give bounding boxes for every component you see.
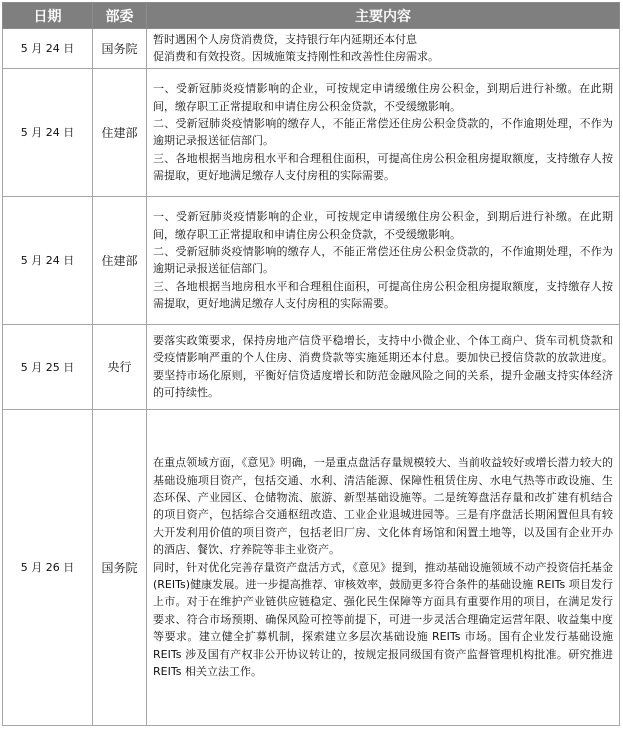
content-paragraph: 二、受新冠肺炎疫情影响的缴存人，不能正常偿还住房公积金贷款的，不作逾期处理，不作为逾期记录报送征信部门。 [153,116,613,148]
content-paragraph: 暂时遇困个人房贷消费贷，支持银行年内延期还本付息 [153,33,417,46]
date-cell: 5 月 25 日 [3,324,93,409]
policy-table [2,2,620,726]
dept-cell: 国务院 [93,29,147,69]
content-cell [147,409,620,725]
date-cell: 5 月 24 日 [3,68,93,196]
content-paragraph: 同时，针对优化完善存量资产盘活方式，《意见》提到，推动基础设施领域不动产投资信托基金(REITs)健康发展。进一步提高推荐、审核效率，鼓励更多符合条件的基础设施 REITs 项目发行上市。对于在维护产业链供应链稳定、强化民生保障等方面具有重要作用的项目，在满足发行要求、符合市场预期、确保风险可控等前提下，可进一步灵活合理确定运营年限、收益集中度等要求。建立健全扩募机制，探索建立多层次基础设施 REITs 市场。国有企业发行基础设施 REITs 涉及国有产权非公开协议转让的，按规定报同级国有资产监督管理机构批准。研究推进 REITs 相关立法工作。 [153,560,613,679]
table-row [3,68,620,196]
date-cell: 5 月 24 日 [3,196,93,324]
dept-cell: 国务院 [93,409,147,725]
content-cell [147,196,620,324]
content-paragraph: 三、各地根据当地房租水平和合理租住面积，可提高住房公积金租房提取额度，支持缴存人按需提取，更好地满足缴存人支付房租的实际需要。 [153,279,613,311]
content-paragraph: 在重点领域方面，《意见》明确，一是重点盘活存量规模较大、当前收益较好或增长潜力较大的基础设施项目资产，包括交通、水利、清洁能源、保障性租赁住房、水电气热等市政设施、生态环保、产业园区、仓储物流、旅游、新型基础设施等。二是统筹盘活存量和改扩建有机结合的项目资产，包括综合交通枢纽改造、工业企业退城进园等。三是有序盘活长期闲置但具有较大开发利用价值的项目资产，包括老旧厂房、文化体育场馆和闲置土地等，以及国有企业开办的酒店、餐饮、疗养院等非主业资产。 [153,456,613,557]
header-dept: 部委 [93,3,147,29]
date-cell: 5 月 26 日 [3,409,93,725]
header-row [3,3,620,29]
content-paragraph: 促消费和有效投资。因城施策支持刚性和改善性住房需求。 [153,50,439,64]
date-cell: 5 月 24 日 [3,29,93,69]
header-date: 日期 [3,3,93,29]
content-paragraph: 三、各地根据当地房租水平和合理租住面积，可提高住房公积金租房提取额度，支持缴存人按需提取，更好地满足缴存人支付房租的实际需要。 [153,151,613,183]
dept-cell: 央行 [93,324,147,409]
header-content: 主要内容 [147,3,620,29]
table-row [3,196,620,324]
dept-cell: 住建部 [93,68,147,196]
content-cell [147,29,620,69]
content-paragraph: 一、受新冠肺炎疫情影响的企业，可按规定申请缓缴住房公积金，到期后进行补缴。在此期间，缴存职工正常提取和申请住房公积金贷款，不受缓缴影响。 [153,210,613,241]
dept-cell: 住建部 [93,196,147,324]
content-paragraph: 二、受新冠肺炎疫情影响的缴存人，不能正常偿还住房公积金贷款的，不作逾期处理，不作为逾期记录报送征信部门。 [153,244,613,276]
content-paragraph: 要落实政策要求，保持房地产信贷平稳增长，支持中小微企业、个体工商户、货车司机贷款和受疫情影响严重的个人住房、消费贷款等实施延期还本付息。要加快已授信贷款的放款进度。要坚持市场化原则，平衡好信贷适度增长和防范金融风险之间的关系，提升金融支持实体经济的可持续性。 [153,334,613,400]
table-row [3,29,620,69]
content-cell [147,68,620,196]
table-row [3,409,620,725]
content-paragraph: 一、受新冠肺炎疫情影响的企业，可按规定申请缓缴住房公积金，到期后进行补缴。在此期间，缴存职工正常提取和申请住房公积金贷款，不受缓缴影响。 [153,82,613,113]
content-cell [147,324,620,409]
table-row [3,324,620,409]
